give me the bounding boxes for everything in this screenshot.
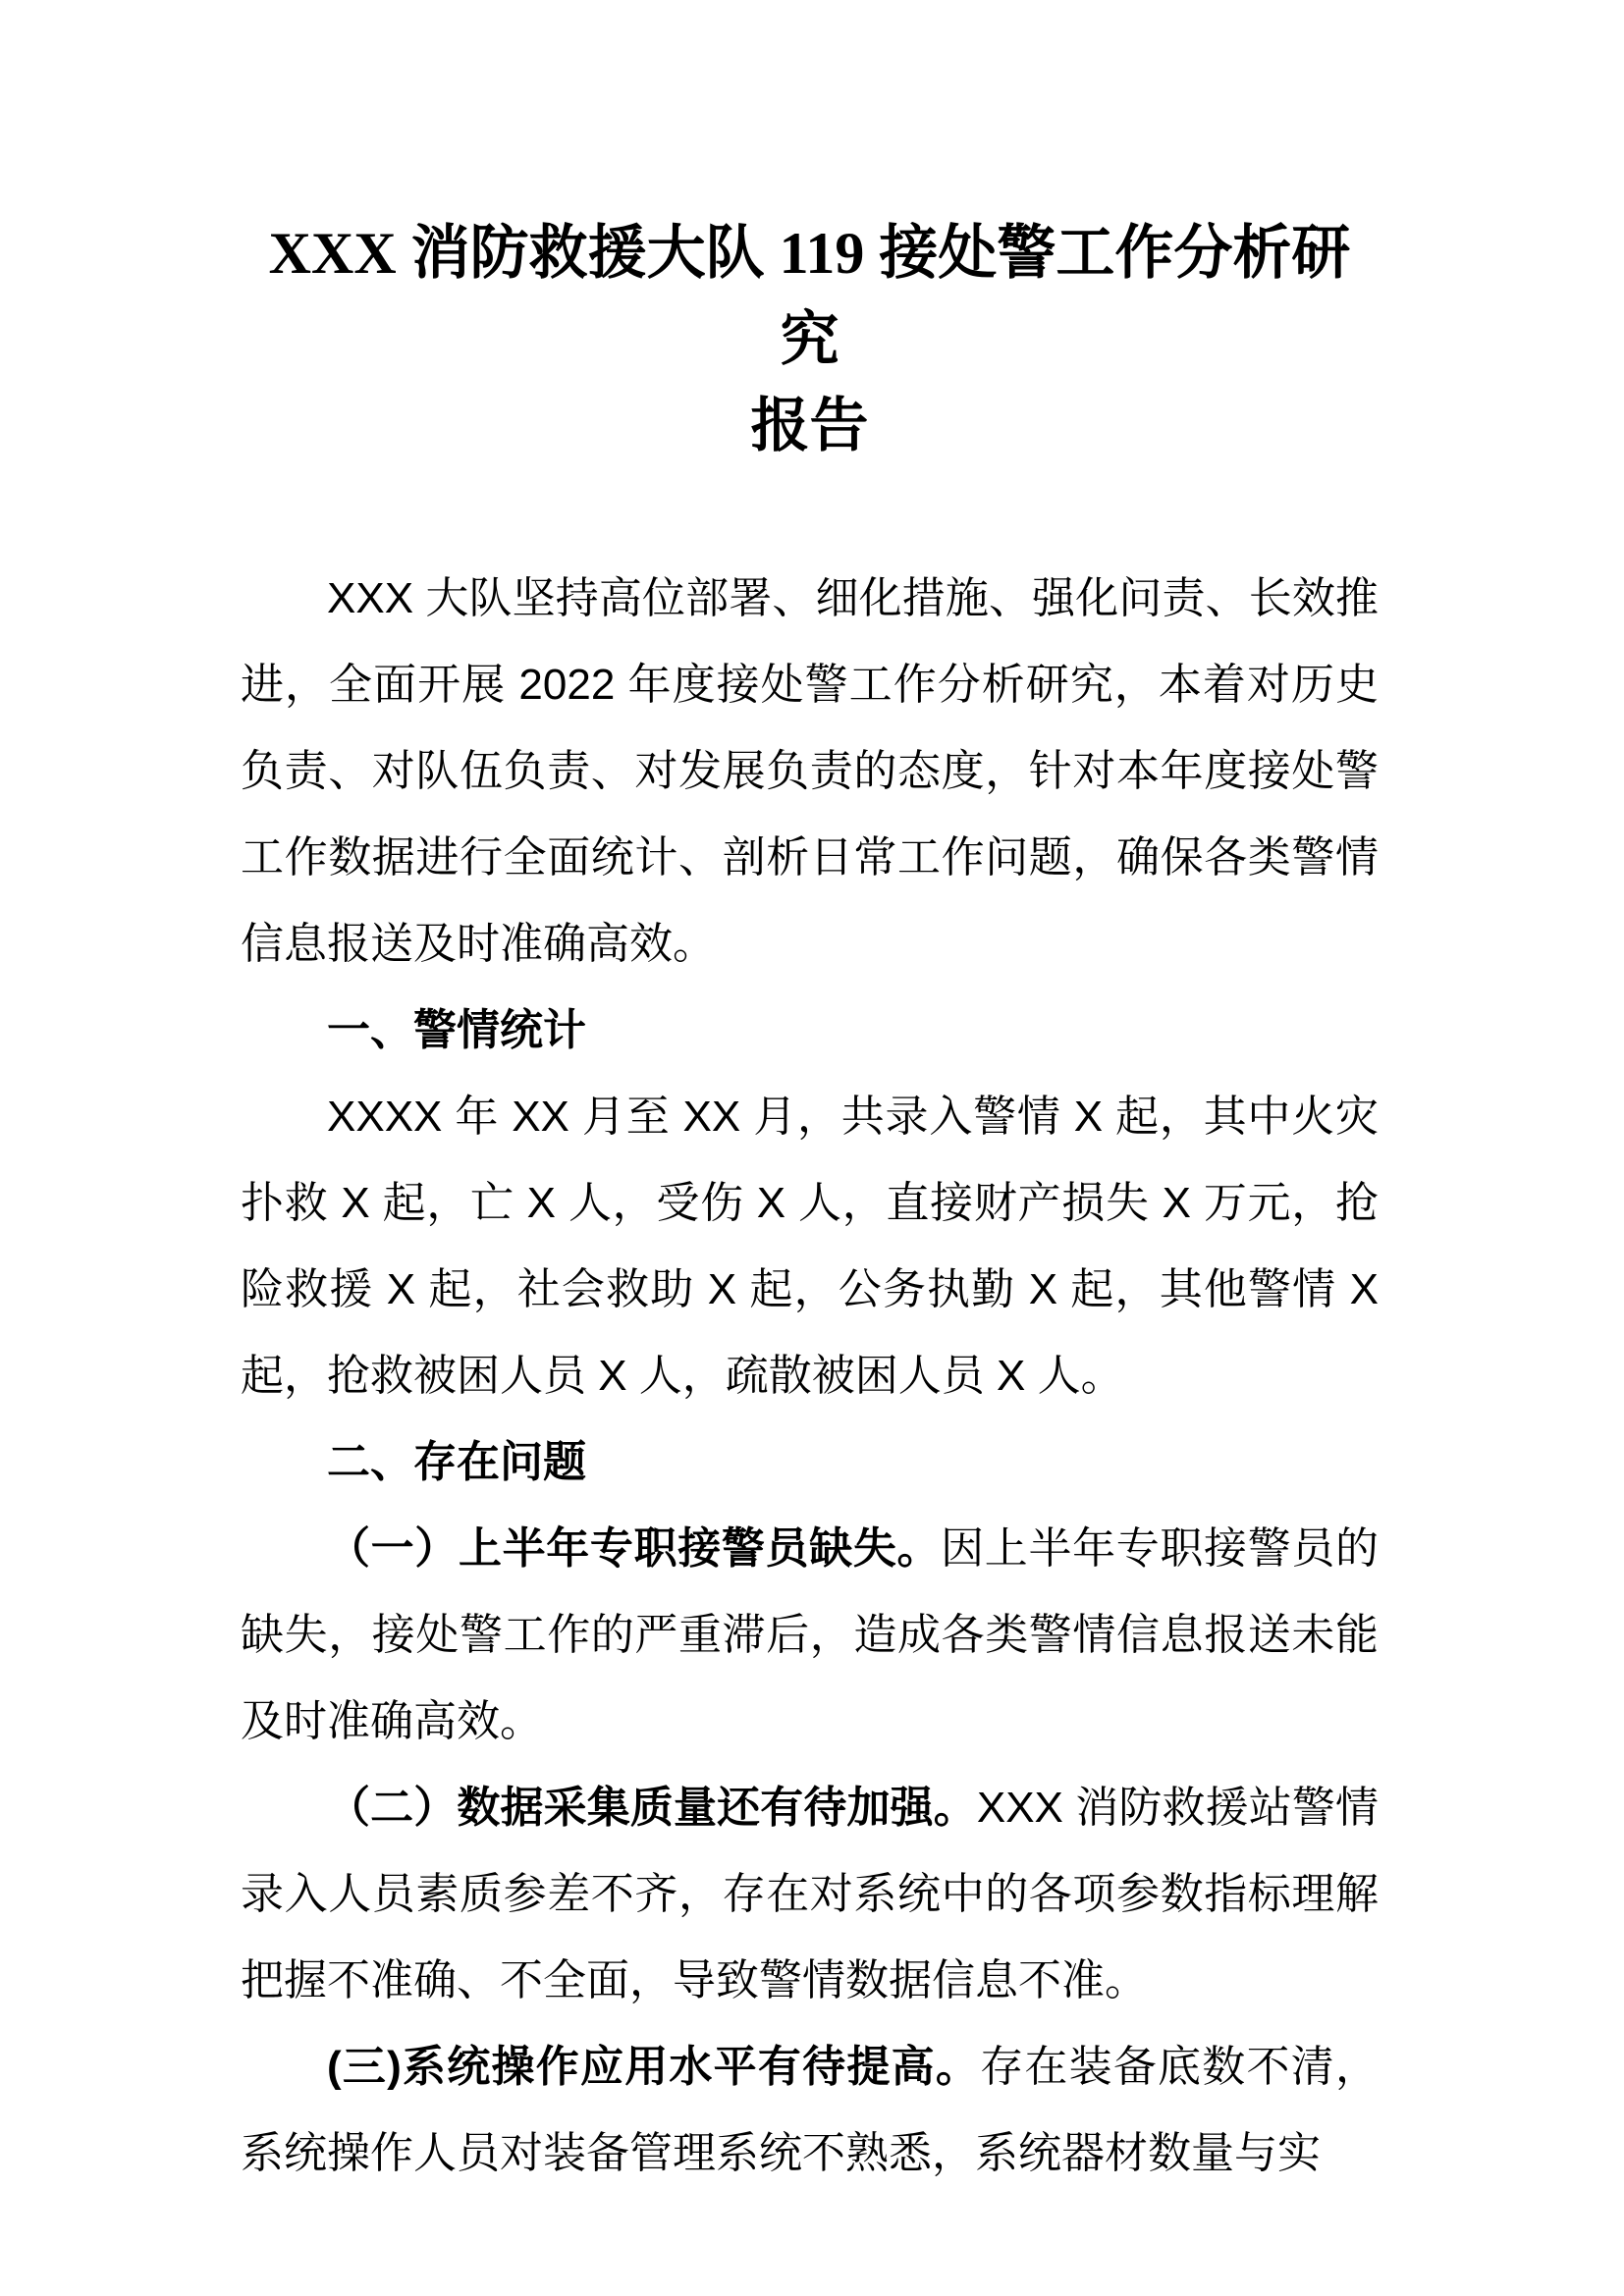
problem-item-3-text: 存在装备底数不清，系统操作人员对装备管理系统不熟悉，系统器材数量与实: [241, 2043, 1380, 2177]
intro-paragraph: XXX 大队坚持高位部署、细化措施、强化问责、长效推进，全面开展 2022 年度接处警工作分析研究，本着对历史负责、对队伍负责、对发展负责的态度，针对本年度接处警工作数据进行全面统计、剖析日常工作问题，确保各类警情信息报送及时准确高效。: [241, 574, 1379, 968]
alarm-statistics-paragraph: XXXX 年 XX 月至 XX 月，共录入警情 X 起，其中火灾扑救 X 起，亡 X 人，受伤 X 人，直接财产损失 X 万元，抢险救援 X 起，社会救助 X 起，公务执勤 X 起，其他警情 X 起，抢救被困人员 X 人，疏散被困人员 X 人。: [241, 1093, 1379, 1400]
document-title: [241, 210, 1379, 469]
problem-item-3-lead: (三)系统操作应用水平有待提高。: [327, 2043, 981, 2091]
document-title-line-1: XXX 消防救援大队 119 接处警工作分析研究: [268, 221, 1351, 372]
problem-item-1-text: 因上半年专职接警员的缺失，接处警工作的严重滞后，造成各类警情信息报送未能及时准确高效。: [241, 1524, 1380, 1745]
problem-item-3: [241, 2024, 1379, 2197]
problem-item-2: [241, 1765, 1379, 2024]
problem-item-2-text: XXX 消防救援站警情录入人员素质参差不齐，存在对系统中的各项参数指标理解把握不准确、不全面，导致警情数据信息不准。: [241, 1784, 1379, 2004]
problem-item-1-lead: （一）上半年专职接警员缺失。: [327, 1524, 942, 1573]
document-title-line-2: 报告: [750, 394, 869, 458]
problem-item-1: [241, 1506, 1379, 1765]
section-heading-alarm-statistics: 一、警情统计: [327, 1006, 586, 1054]
problem-item-2-lead: （二）数据采集质量还有待加强。: [327, 1784, 977, 1832]
section-heading-existing-problems: 二、存在问题: [327, 1438, 586, 1486]
